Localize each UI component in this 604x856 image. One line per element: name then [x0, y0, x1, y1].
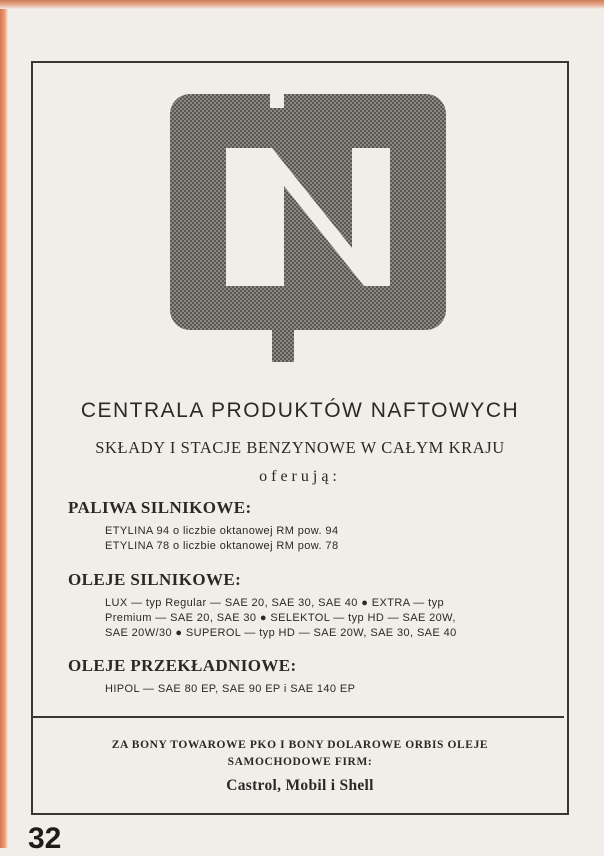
- company-subtitle: SKŁADY I STACJE BENZYNOWE W CAŁYM KRAJU: [95, 438, 505, 457]
- cpn-logo-icon: [168, 90, 448, 370]
- footer-line-2: SAMOCHODOWE FIRM:: [227, 756, 373, 768]
- product-line: ETYLINA 94 o liczbie oktanowej RM pow. 94: [105, 525, 339, 537]
- product-line: ETYLINA 78 o liczbie oktanowej RM pow. 78: [105, 540, 339, 552]
- section-heading: PALIWA SILNIKOWE:: [68, 498, 252, 517]
- section-gear-oils: [68, 656, 538, 697]
- page-number: 32: [28, 822, 62, 855]
- section-motor-fuels: [68, 498, 538, 554]
- section-heading: OLEJE SILNIKOWE:: [68, 570, 242, 589]
- footer-divider: [32, 716, 564, 718]
- footer-line-1: ZA BONY TOWAROWE PKO I BONY DOLAROWE ORBIS OLEJE: [111, 739, 489, 751]
- product-line: Premium — SAE 20, SAE 30 ● SELEKTOL — typ HD — SAE 20W,: [105, 612, 456, 624]
- product-line: SAE 20W/30 ● SUPEROL — typ HD — SAE 20W, SAE 30, SAE 40: [105, 627, 457, 639]
- product-line: LUX — typ Regular — SAE 20, SAE 30, SAE 40 ● EXTRA — typ: [105, 597, 445, 609]
- offer-label: oferują:: [259, 468, 341, 485]
- footer-brands: Castrol, Mobil i Shell: [226, 777, 374, 794]
- section-heading: OLEJE PRZEKŁADNIOWE:: [68, 656, 297, 675]
- page-edge-left: [0, 0, 8, 848]
- section-motor-oils: [68, 570, 538, 641]
- footer-notice: [50, 737, 550, 795]
- company-title: CENTRALA PRODUKTÓW NAFTOWYCH: [80, 399, 520, 422]
- page-edge-top: [0, 0, 604, 9]
- product-line: HIPOL — SAE 80 EP, SAE 90 EP i SAE 140 EP: [105, 683, 356, 695]
